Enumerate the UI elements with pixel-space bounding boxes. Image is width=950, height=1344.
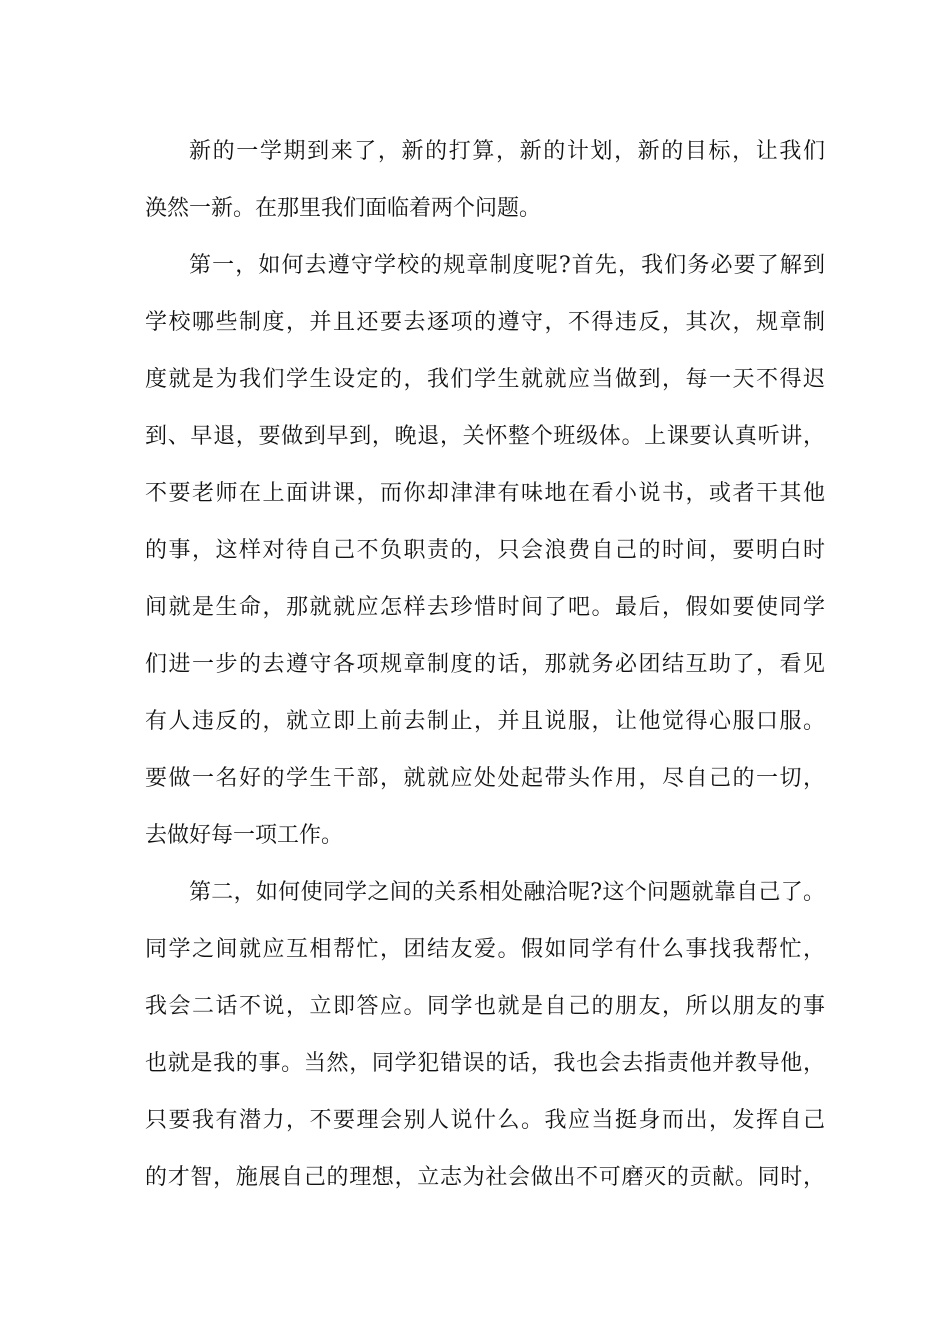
paragraph-1-line-2: 涣然一新。在那里我们面临着两个问题。: [145, 196, 542, 221]
paragraph-2-line-3: 度就是为我们学生设定的，我们学生就就应当做到，每一天不得迟: [145, 367, 825, 392]
paragraph-2-line-10: 要做一名好的学生干部，就就应处处起带头作用，尽自己的一切，: [145, 766, 825, 791]
paragraph-2-line-6: 的事，这样对待自己不负职责的，只会浪费自己的时间，要明白时: [145, 538, 825, 563]
paragraph-3-line-2: 同学之间就应互相帮忙，团结友爱。假如同学有什么事找我帮忙，: [145, 937, 825, 962]
paragraph-1-line-1: 新的一学期到来了，新的打算，新的计划，新的目标，让我们: [189, 139, 825, 164]
paragraph-3-line-5: 只要我有潜力，不要理会别人说什么。我应当挺身而出，发挥自己: [145, 1108, 825, 1133]
paragraph-2-line-1: 第一，如何去遵守学校的规章制度呢?首先，我们务必要了解到: [189, 253, 825, 278]
paragraph-3-line-1: 第二，如何使同学之间的关系相处融洽呢?这个问题就靠自己了。: [189, 880, 825, 905]
paragraph-2-line-5: 不要老师在上面讲课，而你却津津有味地在看小说书，或者干其他: [145, 481, 825, 506]
paragraph-2-line-7: 间就是生命，那就就应怎样去珍惜时间了吧。最后，假如要使同学: [145, 595, 825, 620]
paragraph-2-line-4: 到、早退，要做到早到，晚退，关怀整个班级体。上课要认真听讲，: [145, 424, 825, 449]
paragraph-2-line-8: 们进一步的去遵守各项规章制度的话，那就务必团结互助了，看见: [145, 652, 825, 677]
paragraph-3-line-3: 我会二话不说，立即答应。同学也就是自己的朋友，所以朋友的事: [145, 994, 825, 1019]
paragraph-2-line-11: 去做好每一项工作。: [145, 823, 344, 848]
paragraph-2-line-9: 有人违反的，就立即上前去制止，并且说服，让他觉得心服口服。: [145, 709, 825, 734]
paragraph-3-line-4: 也就是我的事。当然，同学犯错误的话，我也会去指责他并教导他，: [145, 1051, 825, 1076]
paragraph-2-line-2: 学校哪些制度，并且还要去逐项的遵守，不得违反，其次，规章制: [145, 310, 825, 335]
paragraph-3-line-6: 的才智，施展自己的理想，立志为社会做出不可磨灭的贡献。同时，: [145, 1165, 825, 1190]
